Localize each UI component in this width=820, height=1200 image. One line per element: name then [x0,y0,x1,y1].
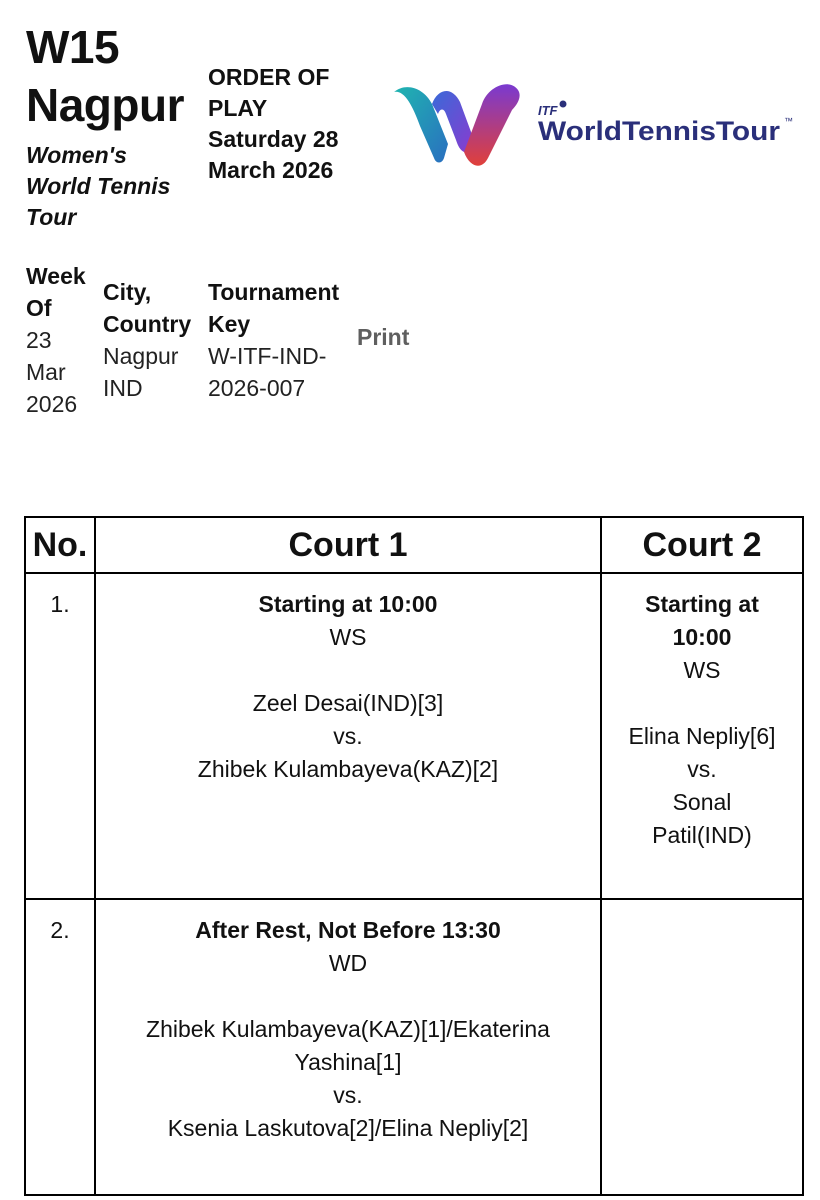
subtitle-line-1: Women's [26,142,127,168]
logo-brand-text: WorldTennisTour [538,116,781,146]
team-1-line-2: Yashina[1] [294,1049,402,1075]
key-value-1: W-ITF-IND- [208,343,327,369]
table-header-row [25,517,803,573]
week-label-2: Of [26,295,52,321]
start-time-line-2: 10:00 [672,624,732,650]
key-value-2: 2026-007 [208,375,306,401]
week-of-block [26,260,86,420]
versus-label: vs. [333,723,363,749]
order-of-play-table [24,516,804,1196]
world-tennis-tour-logo [386,74,806,174]
team-2: Ksenia Laskutova[2]/Elina Nepliy[2] [167,1115,529,1141]
start-time-line-1: Starting at [645,591,759,617]
city-country-block [103,276,191,404]
subtitle-line-2: World Tennis [26,173,171,199]
order-line-1: ORDER OF [208,64,330,90]
match-number: 2. [25,899,95,1195]
player-2-line-2: Patil(IND) [652,822,752,848]
court-1-match [95,899,601,1195]
player-1: Zeel Desai(IND)[3] [252,690,444,716]
table-row [25,899,803,1195]
tournament-key-block [208,276,339,404]
event-code: WS [683,657,721,683]
player-2: Zhibek Kulambayeva(KAZ)[2] [197,756,499,782]
logo-itf-text: ITF [538,103,558,118]
versus-label: vs. [687,756,717,782]
table-row [25,573,803,899]
title-line-1: W15 [26,21,120,73]
logo-trademark: ™ [784,116,793,126]
city-label-2: Country [103,311,192,337]
key-label-1: Tournament [208,279,340,305]
team-1-line-1: Zhibek Kulambayeva(KAZ)[1]/Ekaterina [146,1016,550,1042]
order-line-2: PLAY [208,95,268,121]
event-code: WS [329,624,367,650]
match-number: 1. [25,573,95,899]
versus-label: vs. [333,1082,363,1108]
week-value-1: 23 [26,327,52,353]
start-time: Starting at 10:00 [258,591,438,617]
header-court-2: Court 2 [601,517,803,573]
logo-w-mark-icon [386,74,806,174]
tour-subtitle [26,140,170,233]
print-button[interactable]: Print [357,324,410,350]
city-value-1: Nagpur [103,343,179,369]
court-2-empty-slot [601,899,803,1195]
order-of-play-heading [208,62,338,186]
player-2-line-1: Sonal [672,789,732,815]
header-court-1: Court 1 [95,517,601,573]
title-line-2: Nagpur [26,79,184,131]
key-label-2: Key [208,311,251,337]
week-value-2: Mar [26,359,66,385]
tennis-ball-icon [560,101,567,108]
city-label-1: City, [103,279,152,305]
event-code: WD [328,950,368,976]
week-label-1: Week [26,263,86,289]
city-value-2: IND [103,375,143,401]
player-1: Elina Nepliy[6] [628,723,776,749]
order-line-3: Saturday 28 [208,126,339,152]
tournament-title [26,18,184,134]
header-no: No. [25,517,95,573]
week-value-3: 2026 [26,391,78,417]
court-2-match [601,573,803,899]
subtitle-line-3: Tour [26,204,77,230]
order-line-4: March 2026 [208,157,334,183]
start-time: After Rest, Not Before 13:30 [195,917,501,943]
court-1-match [95,573,601,899]
